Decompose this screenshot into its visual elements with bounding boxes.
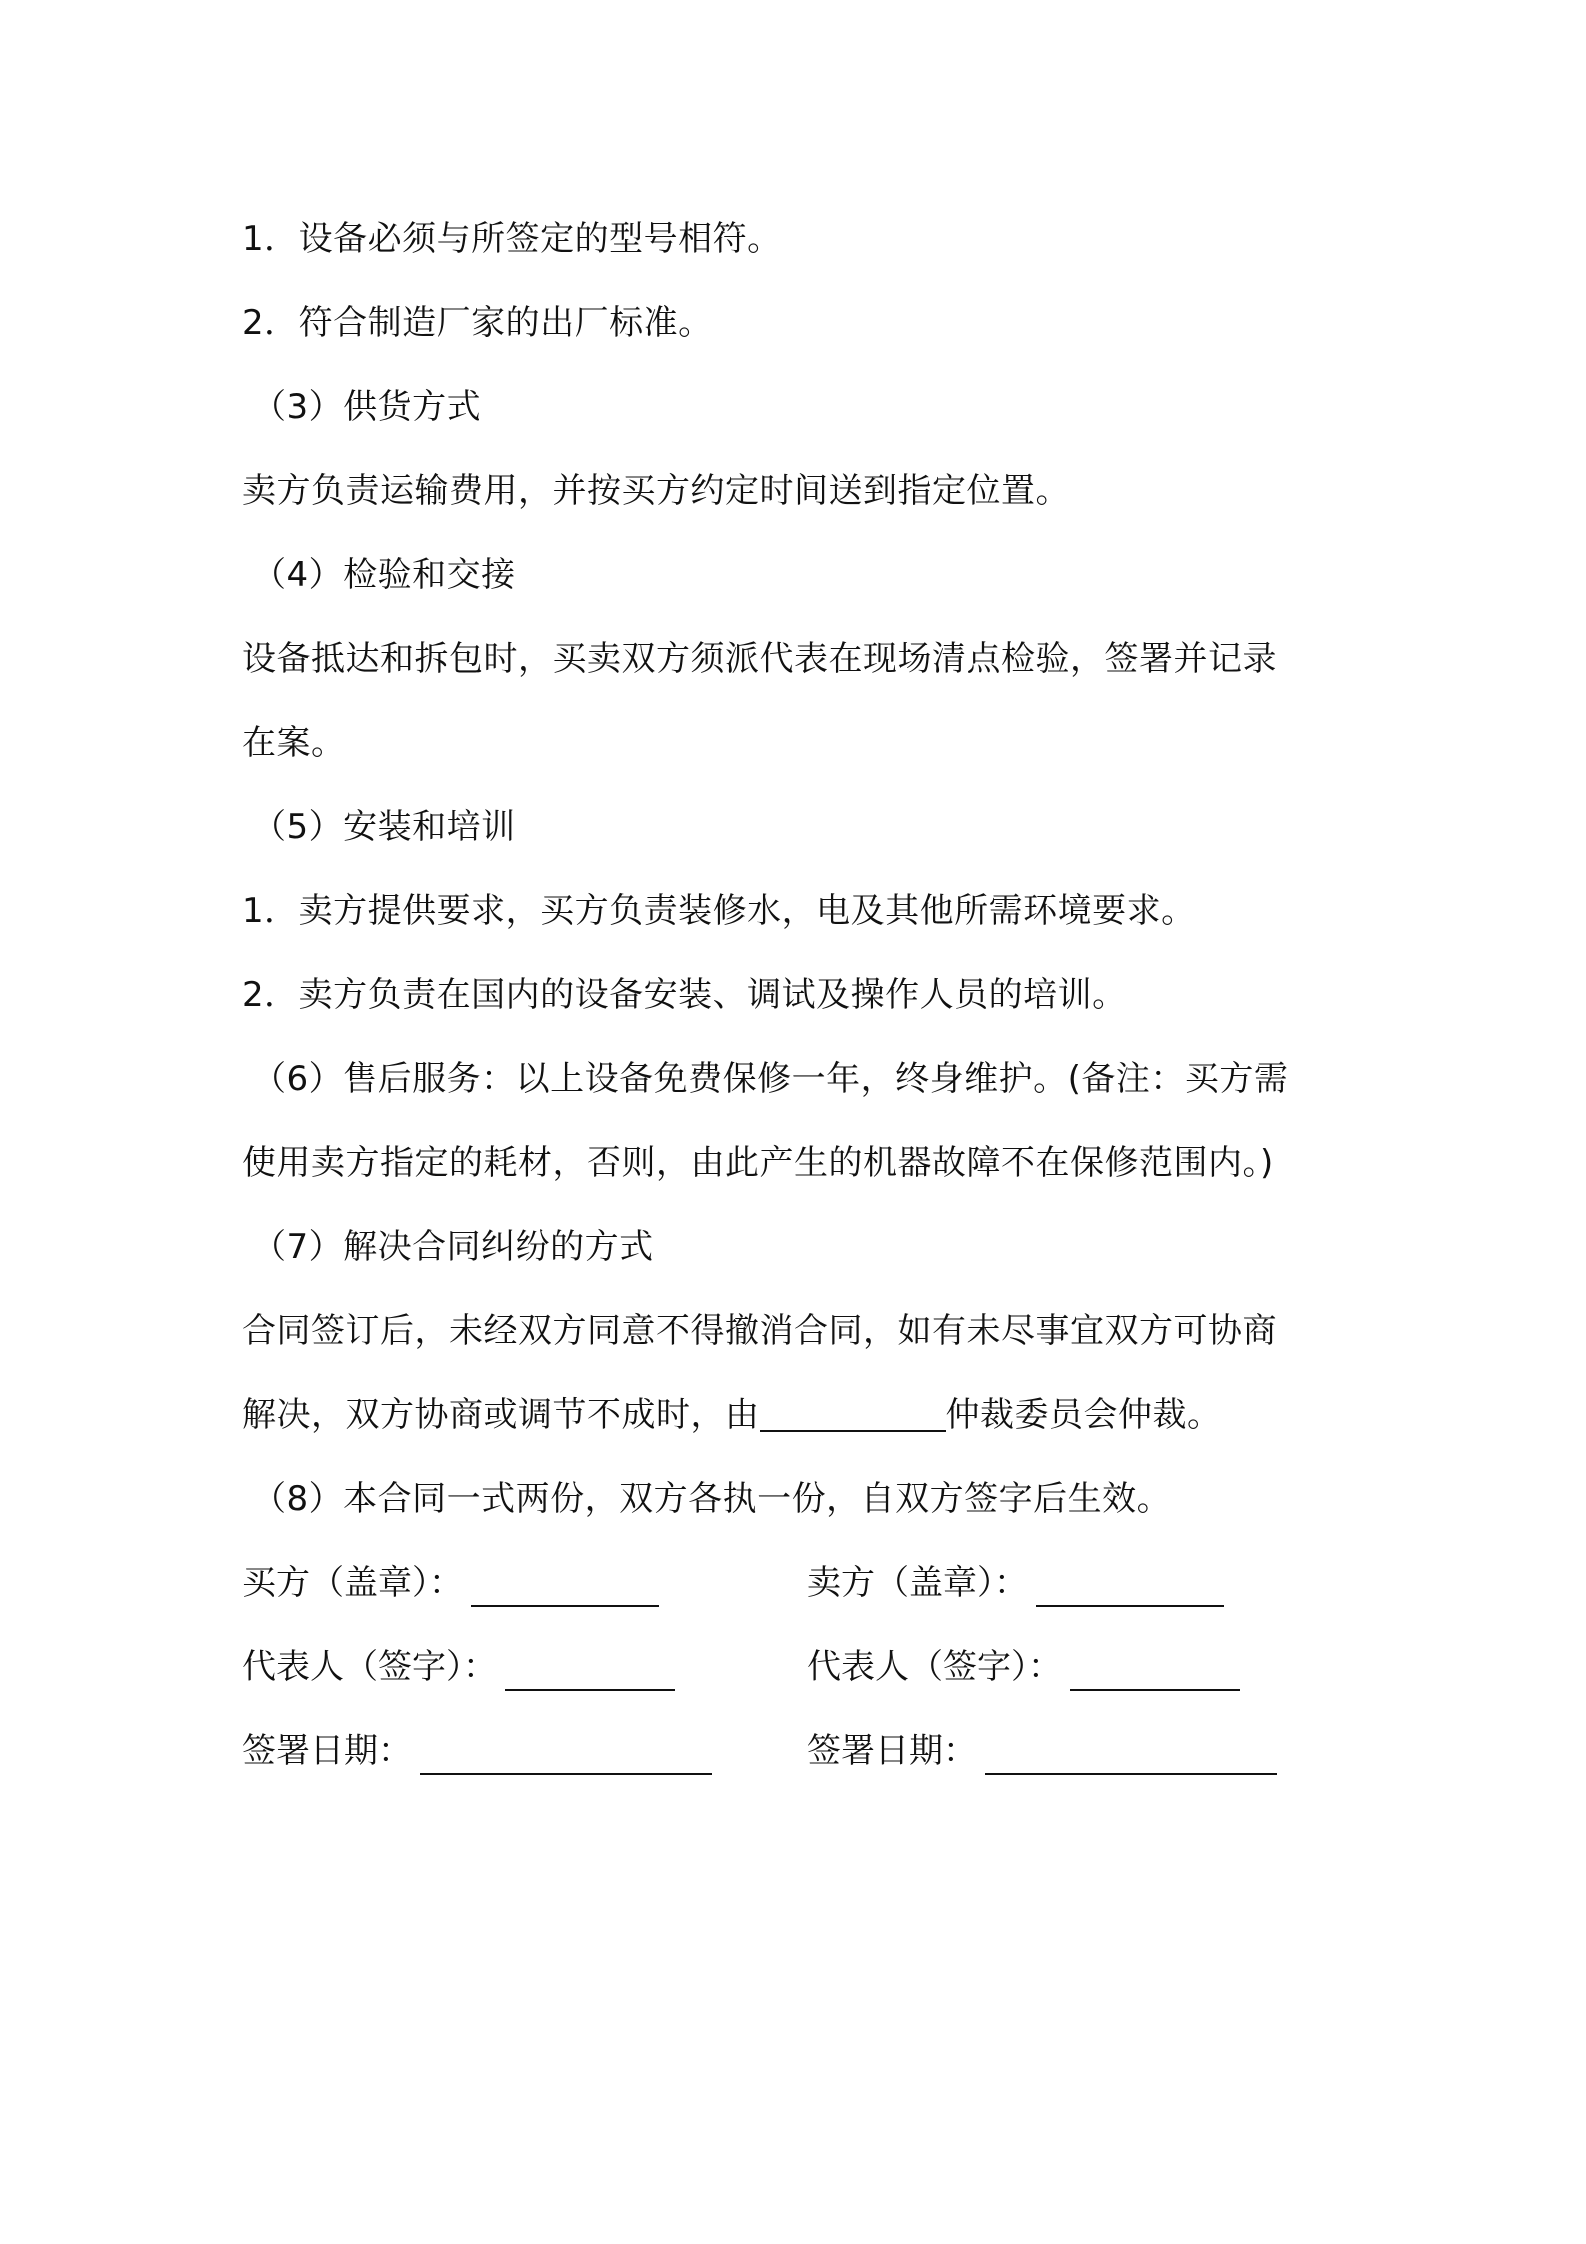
seller-rep-field bbox=[807, 1625, 1372, 1709]
seller-seal-blank[interactable] bbox=[1036, 1575, 1224, 1607]
seller-seal-label: 卖方（盖章）： bbox=[807, 1563, 1028, 1603]
buyer-rep-label: 代表人（签字）： bbox=[242, 1647, 497, 1687]
clause-model-match: 1．设备必须与所签定的型号相符。 bbox=[242, 219, 782, 259]
clause-after-sales-line-2: 使用卖方指定的耗材，否则，由此产生的机器故障不在保修范围内。) bbox=[242, 1143, 1274, 1183]
clause-effective: （8）本合同一式两份，双方各执一份，自双方签字后生效。 bbox=[252, 1479, 1172, 1519]
arbitration-text-before: 解决，双方协商或调节不成时，由 bbox=[242, 1395, 760, 1435]
arbitration-blank[interactable] bbox=[760, 1400, 946, 1432]
signature-row-date bbox=[242, 1709, 1372, 1793]
clause-inspection-line-1: 设备抵达和拆包时，买卖双方须派代表在现场清点检验，签署并记录 bbox=[242, 639, 1277, 679]
seller-seal-field bbox=[807, 1541, 1372, 1625]
buyer-seal-blank[interactable] bbox=[471, 1575, 659, 1607]
clause-factory-standard: 2．符合制造厂家的出厂标准。 bbox=[242, 303, 713, 343]
seller-rep-label: 代表人（签字）： bbox=[807, 1647, 1062, 1687]
heading-inspection: （4）检验和交接 bbox=[252, 555, 516, 595]
heading-supply-method: （3）供货方式 bbox=[252, 387, 482, 427]
buyer-seal-label: 买方（盖章）： bbox=[242, 1563, 463, 1603]
clause-installation-2: 2．卖方负责在国内的设备安装、调试及操作人员的培训。 bbox=[242, 975, 1127, 1015]
arbitration-text-after: 仲裁委员会仲裁。 bbox=[945, 1395, 1222, 1435]
buyer-date-field bbox=[242, 1709, 807, 1793]
seller-date-field bbox=[807, 1709, 1372, 1793]
signature-row-representative bbox=[242, 1625, 1372, 1709]
heading-dispute-resolution: （7）解决合同纠纷的方式 bbox=[252, 1227, 654, 1267]
clause-inspection-line-2: 在案。 bbox=[242, 723, 346, 763]
buyer-rep-field bbox=[242, 1625, 807, 1709]
buyer-date-blank[interactable] bbox=[420, 1743, 712, 1775]
seller-rep-blank[interactable] bbox=[1070, 1659, 1240, 1691]
clause-dispute-line-2 bbox=[242, 1373, 1372, 1457]
seller-date-blank[interactable] bbox=[985, 1743, 1277, 1775]
buyer-seal-field bbox=[242, 1541, 807, 1625]
contract-page bbox=[242, 197, 1372, 1793]
clause-supply-method: 卖方负责运输费用，并按买方约定时间送到指定位置。 bbox=[242, 471, 1070, 511]
buyer-date-label: 签署日期： bbox=[242, 1731, 412, 1771]
signature-row-seal bbox=[242, 1541, 1372, 1625]
heading-installation: （5）安装和培训 bbox=[252, 807, 516, 847]
clause-after-sales-line-1: （6）售后服务：以上设备免费保修一年，终身维护。(备注：买方需 bbox=[252, 1059, 1289, 1099]
clause-dispute-line-1: 合同签订后，未经双方同意不得撤消合同，如有未尽事宜双方可协商 bbox=[242, 1311, 1277, 1351]
clause-installation-1: 1．卖方提供要求，买方负责装修水，电及其他所需环境要求。 bbox=[242, 891, 1196, 931]
buyer-rep-blank[interactable] bbox=[505, 1659, 675, 1691]
seller-date-label: 签署日期： bbox=[807, 1731, 977, 1771]
